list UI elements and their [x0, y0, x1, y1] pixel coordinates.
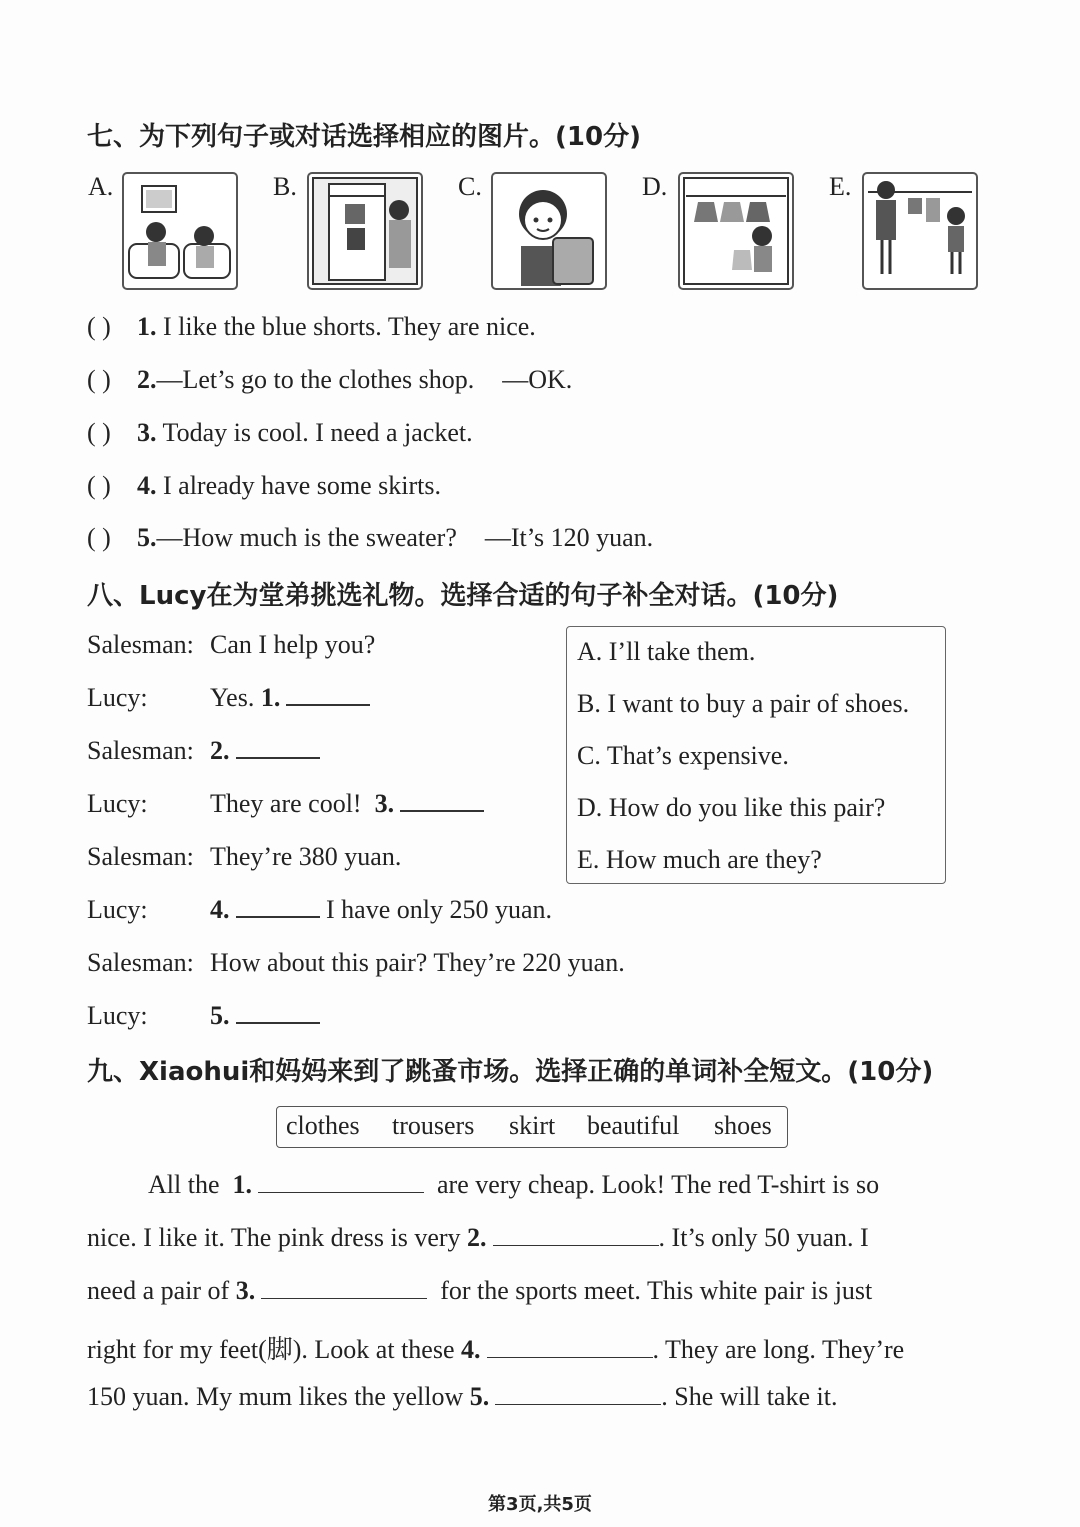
dialogue-text: Yes. [210, 683, 255, 712]
question-7-5 [87, 523, 653, 553]
question-7-4 [87, 471, 441, 501]
word-bank-item: skirt [509, 1111, 556, 1140]
question-text: —How much is the sweater? [156, 523, 457, 552]
blank-number: 1. [232, 1170, 252, 1199]
word-bank-item: clothes [286, 1111, 360, 1140]
passage-blank-4[interactable] [487, 1337, 653, 1358]
passage-blank-1[interactable] [258, 1172, 424, 1193]
blank-number: 4. [461, 1335, 481, 1364]
picture-letter-d: D. [642, 172, 668, 201]
dialogue-text: Can I help you? [210, 630, 376, 659]
speaker-label: Lucy: [87, 683, 148, 712]
passage-text: for the sports meet. This white pair is just [440, 1276, 873, 1305]
speaker-label: Lucy: [87, 1001, 148, 1030]
question-reply: —OK. [502, 365, 573, 394]
picture-letter-c: C. [458, 172, 482, 201]
word-bank-item: shoes [714, 1111, 772, 1140]
answer-paren[interactable]: ( ) [87, 523, 111, 552]
picture-a-tv-room [122, 172, 238, 290]
blank-number: 3. [374, 789, 395, 818]
question-number: 4. [137, 471, 157, 500]
speaker-label: Salesman: [87, 948, 194, 977]
question-7-2 [87, 365, 572, 395]
dialogue-text: How about this pair? They’re 220 yuan. [210, 948, 625, 977]
dialogue-line [0, 789, 560, 819]
question-number: 1. [137, 312, 157, 341]
passage-blank-5[interactable] [495, 1384, 661, 1405]
dialogue-line [0, 630, 560, 660]
option-c: C. That’s expensive. [577, 741, 789, 770]
picture-b-wardrobe-shorts [307, 172, 423, 290]
answer-blank-2[interactable] [236, 737, 320, 759]
picture-d-skirts-rack [678, 172, 794, 290]
speaker-label: Lucy: [87, 895, 148, 924]
passage-text: need a pair of [87, 1276, 230, 1305]
blank-number: 3. [235, 1276, 256, 1305]
passage-blank-2[interactable] [493, 1225, 659, 1246]
passage-line-1 [148, 1170, 978, 1200]
dialogue-line [0, 842, 560, 872]
picture-letter-e: E. [829, 172, 852, 201]
question-text: I like the blue shorts. They are nice. [163, 312, 536, 341]
dialogue-text: They’re 380 yuan. [210, 842, 402, 871]
option-d: D. How do you like this pair? [577, 793, 886, 822]
answer-paren[interactable]: ( ) [87, 312, 111, 341]
page-number: 第3页,共5页 [488, 1494, 592, 1515]
answer-paren[interactable]: ( ) [87, 365, 111, 394]
section-8-title: 八、Lucy在为堂弟挑选礼物。选择合适的句子补全对话。(10分) [87, 581, 839, 611]
blank-number: 4. [210, 895, 230, 924]
blank-number: 1. [260, 683, 281, 712]
option-a: A. I’ll take them. [577, 637, 756, 666]
passage-text: 150 yuan. My mum likes the yellow [87, 1382, 464, 1411]
answer-blank-5[interactable] [236, 1002, 320, 1024]
passage-text: All the [148, 1170, 220, 1199]
blank-number: 2. [467, 1223, 487, 1252]
question-text: —Let’s go to the clothes shop. [156, 365, 475, 394]
question-7-3 [87, 418, 473, 448]
answer-blank-4[interactable] [236, 896, 320, 918]
passage-text: . They are long. They’re [652, 1335, 905, 1364]
question-7-1 [87, 312, 536, 342]
passage-text: nice. I like it. The pink dress is very [87, 1223, 461, 1252]
blank-number: 5. [469, 1382, 490, 1411]
passage-line-5 [87, 1382, 977, 1412]
option-b: B. I want to buy a pair of shoes. [577, 689, 910, 718]
speaker-label: Salesman: [87, 630, 194, 659]
picture-letter-b: B. [273, 172, 297, 201]
blank-number: 5. [210, 1001, 230, 1030]
answer-paren[interactable]: ( ) [87, 418, 111, 447]
question-number: 3. [137, 418, 157, 447]
passage-blank-3[interactable] [261, 1278, 427, 1299]
dialogue-line [0, 948, 800, 978]
answer-blank-1[interactable] [286, 684, 370, 706]
dialogue-text: I have only 250 yuan. [326, 895, 553, 924]
dialogue-line [0, 736, 560, 766]
passage-line-4 [87, 1329, 977, 1366]
question-text: Today is cool. I need a jacket. [162, 418, 473, 447]
word-bank-item: trousers [392, 1111, 475, 1140]
question-reply: —It’s 120 yuan. [484, 523, 654, 552]
question-number: 5. [137, 523, 157, 552]
word-bank [276, 1106, 788, 1148]
picture-c-girl-jacket [491, 172, 607, 290]
speaker-label: Salesman: [87, 736, 194, 765]
speaker-label: Salesman: [87, 842, 194, 871]
question-text: I already have some skirts. [163, 471, 441, 500]
picture-letter-a: A. [88, 172, 114, 201]
dialogue-text: They are cool! [210, 789, 362, 818]
picture-e-clothes-shop [862, 172, 978, 290]
passage-line-3 [87, 1276, 977, 1306]
dialogue-line [0, 1001, 560, 1031]
options-box [566, 626, 946, 884]
question-number: 2. [137, 365, 157, 394]
option-e: E. How much are they? [577, 845, 822, 874]
blank-number: 2. [210, 736, 230, 765]
word-bank-item: beautiful [587, 1111, 680, 1140]
answer-blank-3[interactable] [400, 790, 484, 812]
passage-text: . It’s only 50 yuan. I [658, 1223, 869, 1252]
passage-text: . She will take it. [661, 1382, 838, 1411]
dialogue-line [0, 683, 560, 713]
section-9-title: 九、Xiaohui和妈妈来到了跳蚤市场。选择正确的单词补全短文。(10分) [87, 1057, 934, 1087]
passage-text: right for my feet(脚). Look at these [87, 1335, 455, 1364]
speaker-label: Lucy: [87, 789, 148, 818]
passage-line-2 [87, 1223, 977, 1253]
passage-text: are very cheap. Look! The red T-shirt is so [437, 1170, 880, 1199]
dialogue-line [0, 895, 700, 925]
answer-paren[interactable]: ( ) [87, 471, 111, 500]
section-7-title: 七、为下列句子或对话选择相应的图片。(10分) [87, 122, 641, 152]
